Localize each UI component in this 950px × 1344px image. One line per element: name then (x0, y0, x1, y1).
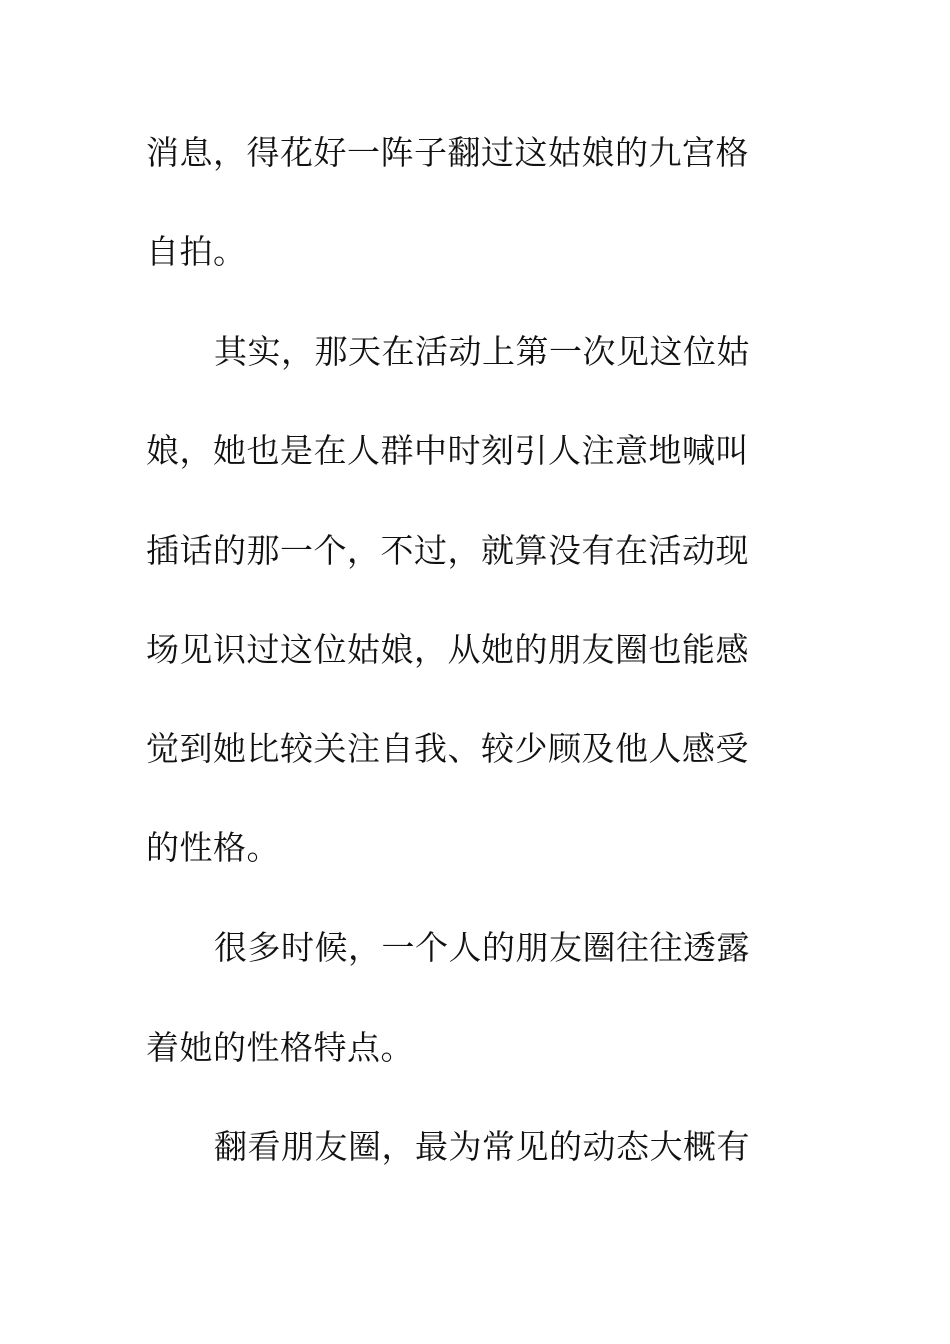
text-line: 自拍。 (146, 232, 247, 271)
text-line: 觉到她比较关注自我、较少顾及他人感受 (146, 729, 749, 768)
paragraph-first-line: 很多时候，一个人的朋友圈往往透露 (214, 928, 750, 967)
text-line: 插话的那一个，不过，就算没有在活动现 (146, 531, 749, 570)
text-line: 的性格。 (146, 828, 280, 867)
text-line: 着她的性格特点。 (146, 1028, 414, 1067)
text-line: 场见识过这位姑娘，从她的朋友圈也能感 (146, 630, 749, 669)
text-line: 消息，得花好一阵子翻过这姑娘的九宫格 (146, 133, 749, 172)
paragraph-first-line: 其实，那天在活动上第一次见这位姑 (214, 332, 750, 371)
paragraph-first-line: 翻看朋友圈，最为常见的动态大概有 (214, 1127, 750, 1166)
text-line: 娘，她也是在人群中时刻引人注意地喊叫 (146, 431, 749, 470)
